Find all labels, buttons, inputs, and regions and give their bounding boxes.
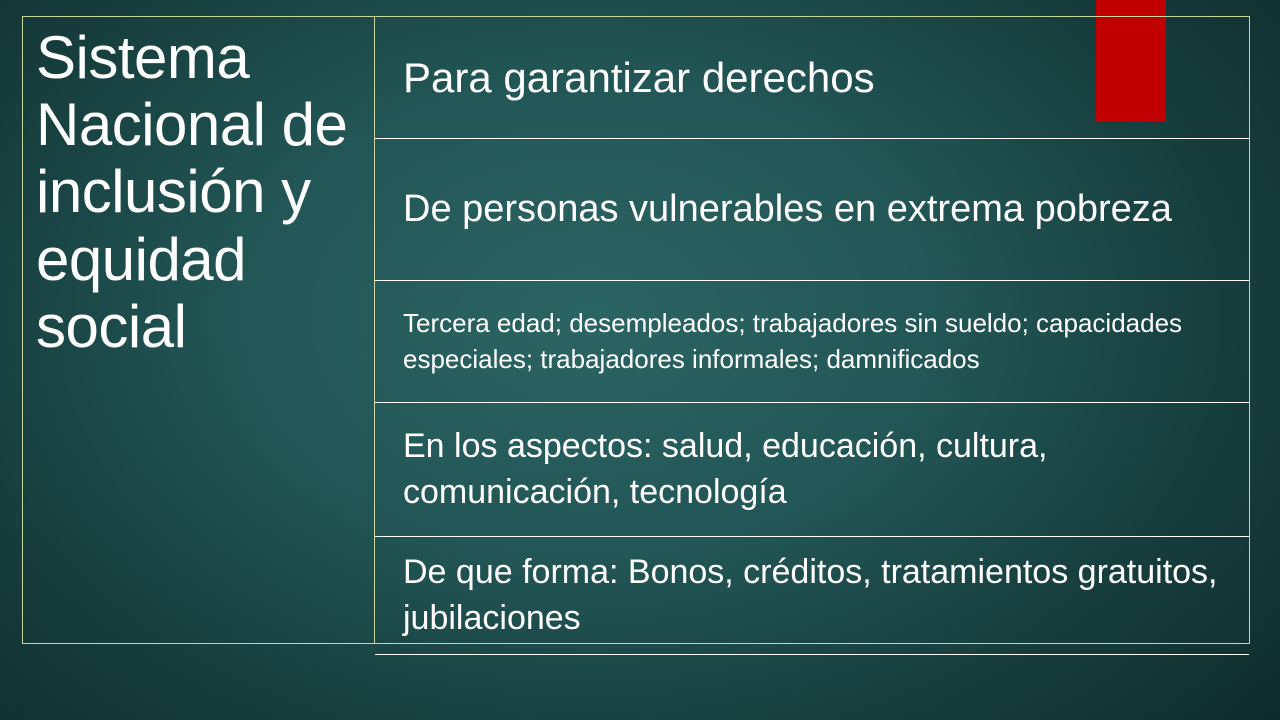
list-item bbox=[375, 281, 1249, 403]
list-item-text: Tercera edad; desempleados; trabajadores sin sueldo; capacidades especiales; trabajadores informales; damnificados bbox=[403, 308, 1183, 374]
list-item bbox=[375, 403, 1249, 537]
list-item-text: En los aspectos: salud, educación, cultura, comunicación, tecnología bbox=[403, 426, 1048, 511]
page-title: Sistema Nacional de inclusión y equidad social bbox=[36, 24, 348, 360]
list-item bbox=[375, 537, 1249, 655]
list-item bbox=[375, 139, 1249, 281]
title-column bbox=[36, 24, 370, 636]
content-list bbox=[375, 17, 1249, 643]
list-item-text: Para garantizar derechos bbox=[403, 53, 875, 101]
list-item bbox=[375, 17, 1249, 139]
list-item-text: De personas vulnerables en extrema pobreza bbox=[403, 187, 1172, 230]
list-item-text: De que forma: Bonos, créditos, tratamientos gratuitos, jubilaciones bbox=[403, 552, 1218, 637]
